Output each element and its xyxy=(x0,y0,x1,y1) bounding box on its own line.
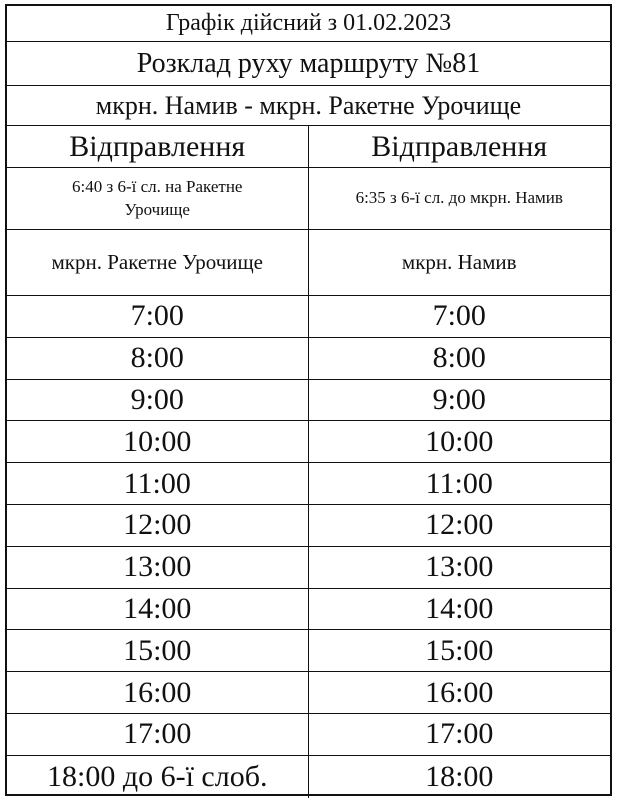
time-cell-right: 7:00 xyxy=(432,299,486,333)
departure-header-row xyxy=(7,126,610,168)
time-cell-right: 10:00 xyxy=(425,424,494,458)
time-cell-left: 18:00 до 6-ї слоб. xyxy=(7,756,309,798)
time-row xyxy=(7,589,610,631)
terminal-row xyxy=(7,230,610,296)
route-title-row xyxy=(7,42,610,86)
time-row xyxy=(7,380,610,422)
time-row xyxy=(7,463,610,505)
time-row xyxy=(7,756,610,798)
time-cell-right: 16:00 xyxy=(425,675,494,709)
time-row xyxy=(7,630,610,672)
time-row xyxy=(7,505,610,547)
time-cell-left: 12:00 xyxy=(7,505,309,546)
time-cell-right: 15:00 xyxy=(425,633,494,667)
route-stops: мкрн. Намив - мкрн. Ракетне Урочище xyxy=(95,90,522,120)
time-row xyxy=(7,672,610,714)
route-title: Розклад руху маршруту №81 xyxy=(136,47,481,79)
route-stops-row xyxy=(7,86,610,126)
time-cell-left: 17:00 xyxy=(7,714,309,755)
time-cell-left: 16:00 xyxy=(7,672,309,713)
time-cell-right: 14:00 xyxy=(425,591,494,625)
schedule-table xyxy=(5,4,612,796)
terminal-left: мкрн. Ракетне Урочище xyxy=(7,230,309,295)
valid-from-row xyxy=(7,6,610,42)
time-row xyxy=(7,547,610,589)
time-cell-right: 13:00 xyxy=(425,550,494,584)
time-cell-left: 9:00 xyxy=(7,380,309,421)
time-cell-left: 13:00 xyxy=(7,547,309,588)
time-cell-right: 8:00 xyxy=(432,341,486,375)
time-row xyxy=(7,714,610,756)
departure-label-left: Відправлення xyxy=(7,126,309,167)
valid-from-text: Графік дійсний з 01.02.2023 xyxy=(165,10,452,36)
time-cell-right: 18:00 xyxy=(425,759,494,793)
note-right: 6:35 з 6-ї сл. до мкрн. Намив xyxy=(355,188,563,208)
time-row xyxy=(7,421,610,463)
time-cell-right: 9:00 xyxy=(432,382,486,416)
time-cell-right: 12:00 xyxy=(425,508,494,542)
note-row xyxy=(7,168,610,230)
time-cell-left: 7:00 xyxy=(7,296,309,337)
time-row xyxy=(7,296,610,338)
time-cell-left: 11:00 xyxy=(7,463,309,504)
terminal-right: мкрн. Намив xyxy=(401,250,517,274)
time-cell-right: 11:00 xyxy=(425,466,493,500)
time-cell-left: 15:00 xyxy=(7,630,309,671)
time-rows xyxy=(7,296,610,798)
time-cell-left: 14:00 xyxy=(7,589,309,630)
time-row xyxy=(7,338,610,380)
time-cell-left: 8:00 xyxy=(7,338,309,379)
departure-label-right: Відправлення xyxy=(371,129,548,163)
time-cell-left: 10:00 xyxy=(7,421,309,462)
note-left: 6:40 з 6-ї сл. на Ракетне Урочище xyxy=(7,168,309,229)
time-cell-right: 17:00 xyxy=(425,717,494,751)
